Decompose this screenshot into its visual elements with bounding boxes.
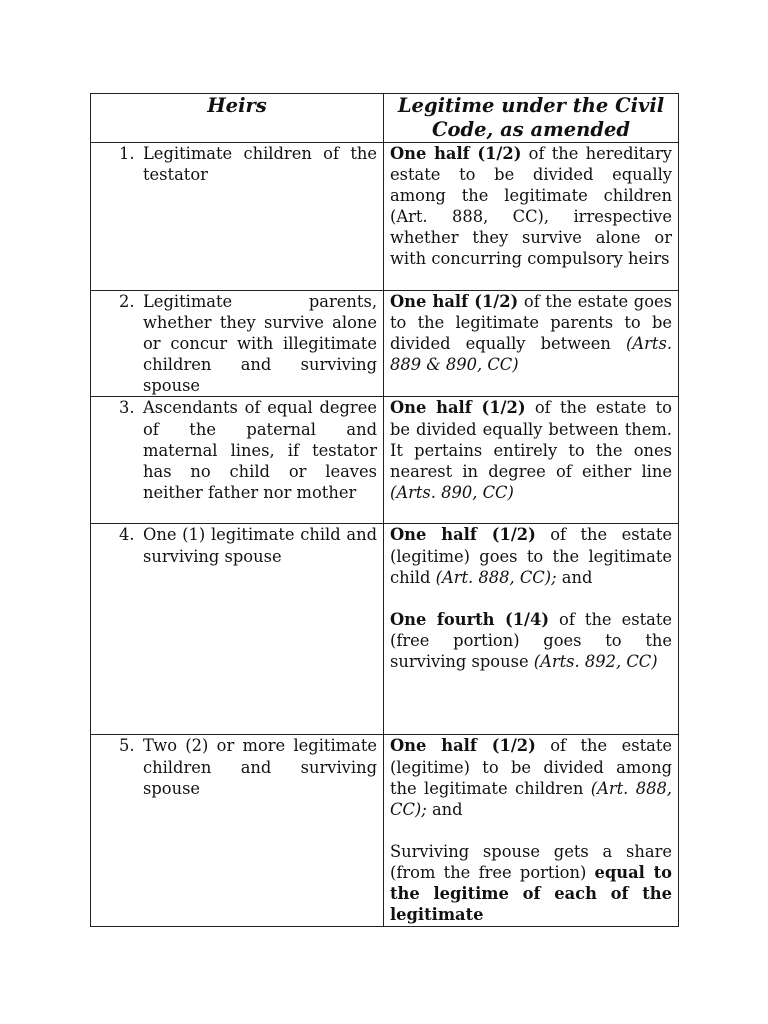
legitime-text: of the estate (free portion) goes to the surviving spouse <box>390 609 672 672</box>
legitime-citation: (Arts. 890, CC) <box>390 482 514 502</box>
row-number: 5. <box>119 736 135 756</box>
heir-cell <box>91 291 384 397</box>
legitime-cell <box>384 291 679 397</box>
legitime-share: One half (1/2) <box>390 736 536 756</box>
legitime-paragraph <box>390 291 672 375</box>
legitime-paragraph <box>390 735 672 819</box>
legitime-text: Surviving spouse gets a share (from the free portion) <box>390 841 672 883</box>
legitime-share: One fourth (1/4) <box>390 609 550 629</box>
legitime-citation: (Art. 888, CC); <box>435 567 557 587</box>
heir-description: Two (2) or more legitimate children and surviving spouse <box>143 736 377 798</box>
heir-description: One (1) legitimate child and surviving spouse <box>143 525 377 566</box>
heir-description: Legitimate children of the testator <box>143 144 377 185</box>
legitime-share-emphasis: equal to the legitime of each of the legitimate <box>390 863 672 925</box>
legitime-paragraph <box>390 841 672 925</box>
heirs-legitime-table <box>90 93 679 927</box>
legitime-share: One half (1/2) <box>390 144 522 163</box>
legitime-share: One half (1/2) <box>390 398 526 418</box>
legitime-text: of the estate goes to the legitimate parents to be divided equally between <box>390 292 672 354</box>
header-heirs: Heirs <box>91 94 384 143</box>
table-row <box>91 291 679 397</box>
legitime-paragraph <box>390 609 672 672</box>
heir-description: Ascendants of equal degree of the paternal and maternal lines, if testator has no child or leaves neither father nor mother <box>143 398 377 502</box>
legitime-citation: (Arts. 889 & 890, CC) <box>390 334 672 375</box>
row-number: 4. <box>119 525 135 545</box>
legitime-cell <box>384 524 679 735</box>
row-number: 1. <box>119 144 135 163</box>
legitime-paragraph <box>390 143 672 270</box>
legitime-citation: (Art. 888, CC); <box>390 778 672 819</box>
legitime-text: of the estate (legitime) goes to the legitimate child <box>390 525 672 587</box>
legitime-tail: and <box>426 799 463 819</box>
heir-cell <box>91 524 384 735</box>
row-number: 2. <box>119 292 135 311</box>
heir-cell <box>91 143 384 291</box>
legitime-share: One half (1/2) <box>390 292 519 311</box>
legitime-text: of the estate to be divided equally between them. It pertains entirely to the ones nearest in degree of either line <box>390 398 672 481</box>
heir-cell <box>91 397 384 524</box>
legitime-paragraph <box>390 524 672 587</box>
header-legitime: Legitime under the Civil Code, as amended <box>384 94 679 143</box>
legitime-text: of the hereditary estate to be divided equally among the legitimate children (Art. 888, CC), irrespective whether they survive alone or with concurring compulsory heirs <box>390 144 672 269</box>
table-row <box>91 143 679 291</box>
legitime-cell <box>384 735 679 927</box>
table-header-row <box>91 94 679 143</box>
heir-cell <box>91 735 384 927</box>
legitime-citation: (Arts. 892, CC) <box>533 652 658 672</box>
table-row <box>91 397 679 524</box>
row-number: 3. <box>119 398 135 418</box>
table-row <box>91 524 679 735</box>
legitime-cell <box>384 397 679 524</box>
legitime-cell <box>384 143 679 291</box>
legitime-paragraph <box>390 397 672 502</box>
legitime-tail: and <box>556 567 593 587</box>
heir-description: Legitimate parents, whether they survive alone or concur with illegitimate children and surviving spouse <box>143 292 377 396</box>
legitime-share: One half (1/2) <box>390 525 536 545</box>
legitime-text: of the estate (legitime) to be divided among the legitimate children <box>390 736 672 798</box>
table-row <box>91 735 679 927</box>
